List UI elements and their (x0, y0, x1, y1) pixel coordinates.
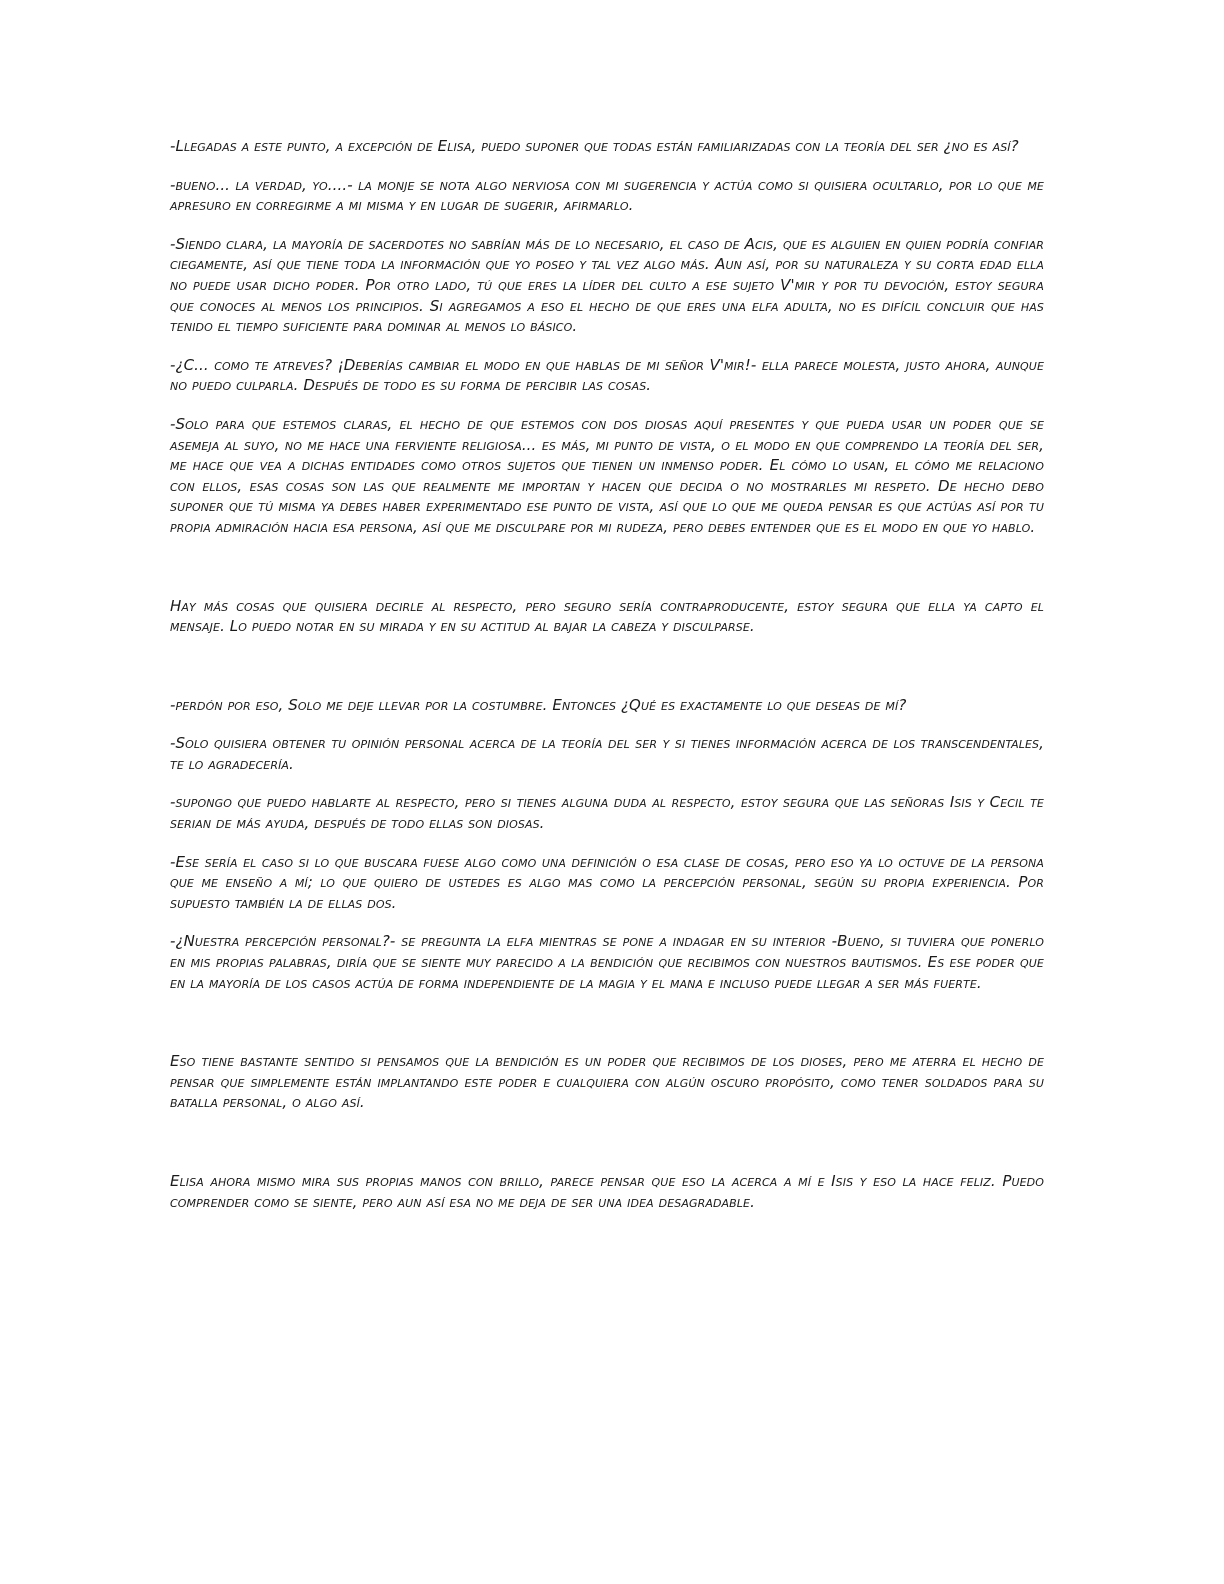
paragraph: -¿Nuestra percepción personal?- se pregunta la elfa mientras se pone a indagar en su interior -Bueno, si tuviera que ponerlo en mis propias palabras, diría que se siente muy parecido a la bendición que recibimos con nuestros bautismos. Es ese poder que en la mayoría de los casos actúa de forma independiente de la magia y el mana e incluso puede llegar a ser más fuerte. (170, 932, 1044, 992)
paragraph: -perdón por eso, Solo me deje llevar por la costumbre. Entonces ¿Qué es exactamente lo que deseas de mí? (170, 695, 907, 714)
paragraph: -supongo que puedo hablarte al respecto, pero si tienes alguna duda al respecto, estoy segura que las señoras Isis y Cecil te serian de más ayuda, después de todo ellas son diosas. (170, 793, 1044, 833)
paragraph: Elisa ahora mismo mira sus propias manos con brillo, parece pensar que eso la acerca a mí e Isis y eso la hace feliz. Puedo comprender como se siente, pero aun así esa no me deja de ser una idea desagradable. (170, 1172, 1044, 1211)
paragraph: Hay más cosas que quisiera decirle al respecto, pero seguro sería contraproducente, estoy segura que ella ya capto el mensaje. Lo puedo notar en su mirada y en su actitud al bajar la cabeza y disculparse. (170, 596, 1044, 636)
paragraph: -¿C... como te atreves? ¡Deberías cambiar el modo en que hablas de mi señor V'mir!- ella parece molesta, justo ahora, aunque no puedo culparla. Después de todo es su forma de percibir las cosas. (170, 355, 1044, 395)
paragraph: -Solo quisiera obtener tu opinión personal acerca de la teoría del ser y si tienes información acerca de los transcendentales, te lo agradecería. (170, 734, 1044, 773)
paragraph: -Siendo clara, la mayoría de sacerdotes no sabrían más de lo necesario, el caso de Acis, que es alguien en quien podría confiar ciegamente, así que tiene toda la información que yo poseo y tal vez algo más. Aun así, por su naturaleza y su corta edad ella no puede usar dicho poder. Por otro lado, tú que eres la líder del culto a ese sujeto V'mir y por tu devoción, estoy segura que conoces al menos los principios. Si agregamos a eso el hecho de que eres una elfa adulta, no es difícil concluir que has tenido el tiempo suficiente para dominar al menos lo básico. (170, 234, 1044, 336)
paragraph: -Ese sería el caso si lo que buscara fuese algo como una definición o esa clase de cosas, pero eso ya lo octuve de la persona que me enseño a mí; lo que quiero de ustedes es algo mas como la percepción personal, según su propia experiencia. Por supuesto también la de ellas dos. (170, 852, 1044, 912)
document-body (170, 136, 1044, 1230)
paragraph: -bueno... la verdad, yo....- la monje se nota algo nerviosa con mi sugerencia y actúa como si quisiera ocultarlo, por lo que me apresuro en corregirme a mi misma y en lugar de sugerir, afirmarlo. (170, 175, 1044, 215)
paragraph: Eso tiene bastante sentido si pensamos que la bendición es un poder que recibimos de los dioses, pero me aterra el hecho de pensar que simplemente están implantando este poder e cualquiera con algún oscuro propósito, como tener soldados para su batalla personal, o algo así. (170, 1052, 1044, 1112)
paragraph: -Solo para que estemos claras, el hecho de que estemos con dos diosas aquí presentes y que pueda usar un poder que se asemeja al suyo, no me hace una ferviente religiosa... es más, mi punto de vista, o el modo en que comprendo la teoría del ser, me hace que vea a dichas entidades como otros sujetos que tienen un inmenso poder. El cómo lo usan, el cómo me relaciono con ellos, esas cosas son las que realmente me importan y hacen que decida o no mostrarles mi respeto. De hecho debo suponer que tú misma ya debes haber experimentado ese punto de vista, así que lo que me queda pensar es que actúas así por tu propia admiración hacia esa persona, así que me disculpare por mi rudeza, pero debes entender que es el modo en que yo hablo. (170, 414, 1044, 536)
paragraph: -Llegadas a este punto, a excepción de Elisa, puedo suponer que todas están familiarizadas con la teoría del ser ¿no es así? (170, 137, 1019, 155)
